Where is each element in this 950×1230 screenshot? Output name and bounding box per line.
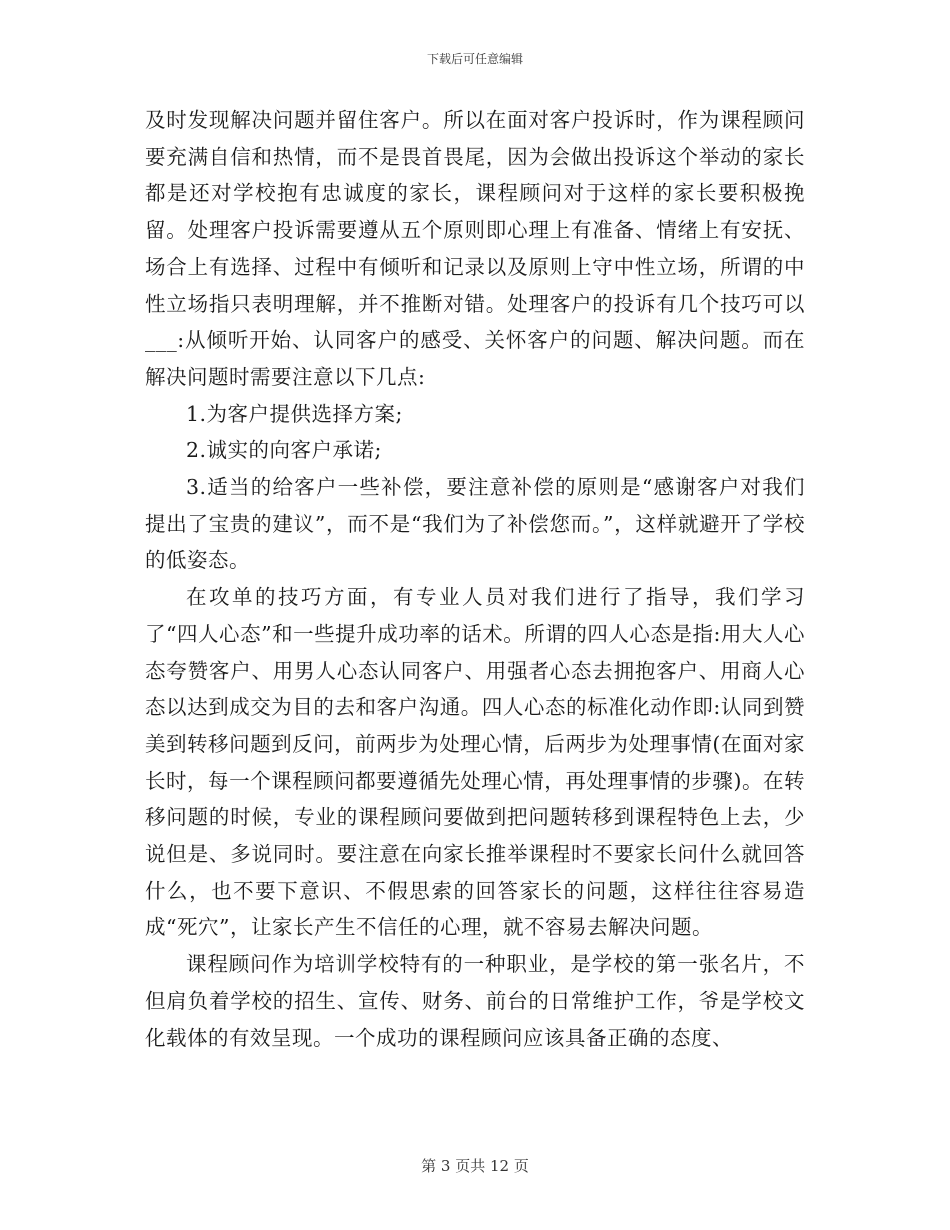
list-item-2: 2.诚实的向客户承诺; bbox=[186, 438, 382, 463]
paragraph-continuation: 及时发现解决问题并留住客户。所以在面对客户投诉时，作为课程顾问要充满自信和热情，而不是畏首畏尾，因为会做出投诉这个举动的家长都是还对学校抱有忠诚度的家长，课程顾问对于这样的家长要积极挽留。处理客户投诉需要遵从五个原则即心理上有准备、情绪上有安抚、场合上有选择、过程中有倾听和记录以及原则上守中性立场，所谓的中性立场指只表明理解，并不推断对错。处理客户的投诉有几个技巧可以___:从倾听开始、认同客户的感受、关怀客户的问题、解决问题。而在解决问题时需要注意以下几点: bbox=[145, 108, 805, 389]
paragraph-four-mindsets: 在攻单的技巧方面，有专业人员对我们进行了指导，我们学习了“四人心态”和一些提升成功率的话术。所谓的四人心态是指:用大人心态夸赞客户、用男人心态认同客户、用强者心态去拥抱客户、用商人心态以达到成交为目的去和客户沟通。四人心态的标准化动作即:认同到赞美到转移问题到反问，前两步为处理心情，后两步为处理事情(在面对家长时，每一个课程顾问都要遵循先处理心情，再处理事情的步骤)。在转移问题的时候，专业的课程顾问要做到把问题转移到课程特色上去，少说但是、多说同时。要注意在向家长推举课程时不要家长问什么就回答什么，也不要下意识、不假思索的回答家长的问题，这样往往容易造成“死穴”，让家长产生不信任的心理，就不容易去解决问题。 bbox=[145, 585, 805, 940]
list-item-3: 3.适当的给客户一些补偿，要注意补偿的原则是“感谢客户对我们提出了宝贵的建议”，而不是“我们为了补偿您而。”，这样就避开了学校的低姿态。 bbox=[145, 475, 805, 573]
document-body bbox=[145, 102, 805, 1056]
page-number-footer: 第 3 页共 12 页 bbox=[421, 1157, 529, 1175]
paragraph-course-consultant: 课程顾问作为培训学校特有的一种职业，是学校的第一张名片，不但肩负着学校的招生、宣传、财务、前台的日常维护工作，爷是学校文化载体的有效呈现。一个成功的课程顾问应该具备正确的态度、 bbox=[145, 952, 805, 1050]
page-header: 下载后可任意编辑 bbox=[426, 52, 523, 66]
list-item-1: 1.为客户提供选择方案; bbox=[186, 401, 403, 426]
